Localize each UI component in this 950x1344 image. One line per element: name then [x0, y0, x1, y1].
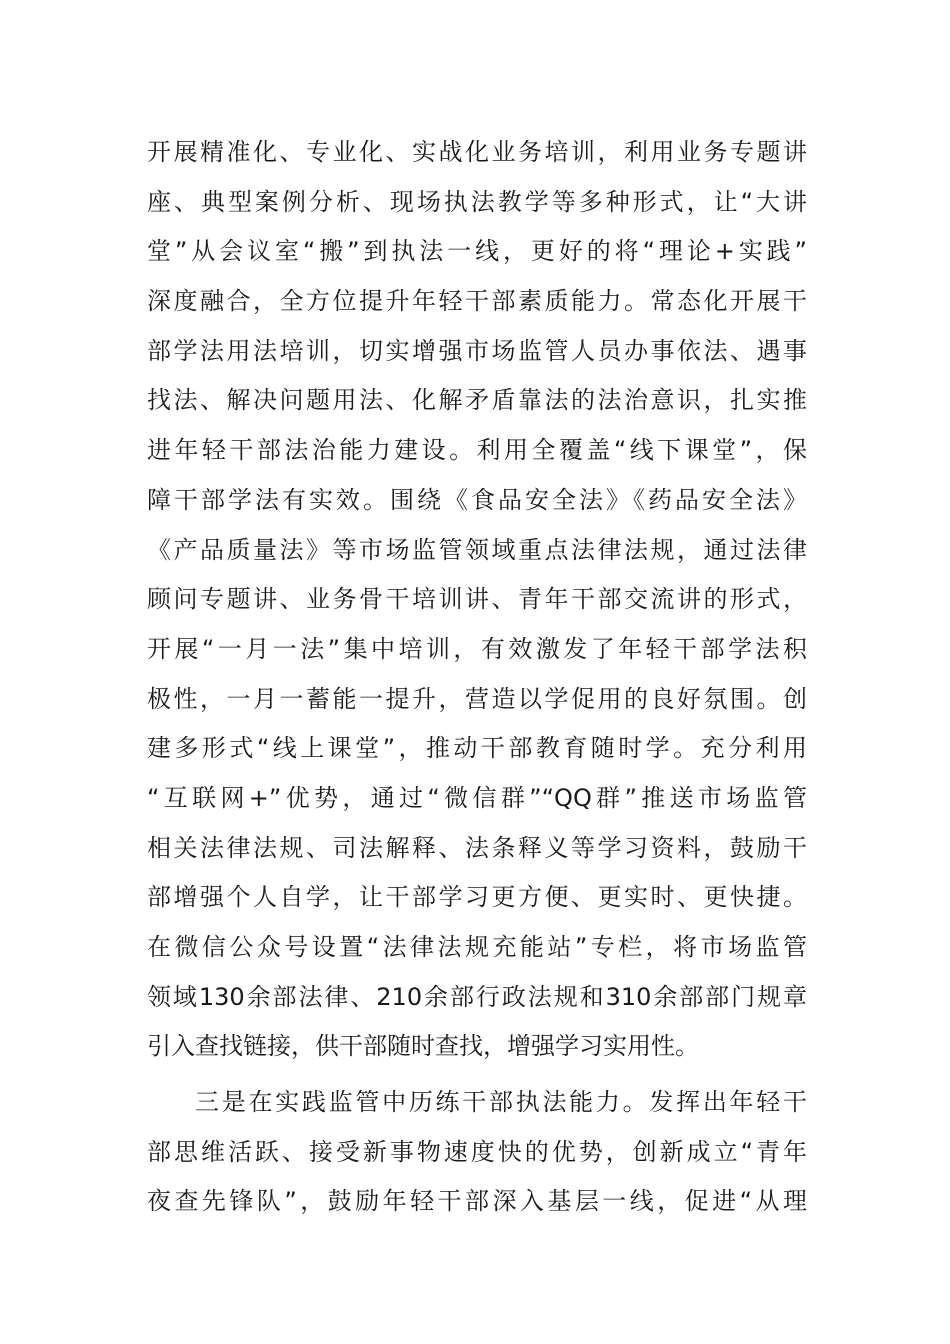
text-line: 深度融合，全方位提升年轻干部素质能力。常态化开展干 — [147, 287, 807, 316]
document-body — [147, 128, 807, 1227]
text-line: 障干部学法有实效。围绕《食品安全法》《药品安全法》 — [147, 485, 807, 514]
text-line: 在微信公众号设置“法律法规充能站”专栏，将市场监管 — [147, 933, 807, 961]
text-line: 开展精准化、专业化、实战化业务培训，利用业务专题讲 — [147, 138, 807, 166]
text-line: 极性，一月一蓄能一提升，营造以学促用的良好氛围。创 — [147, 684, 807, 713]
text-line: 建多形式“线上课堂”，推动干部教育随时学。充分利用 — [147, 734, 807, 763]
text-line: 顾问专题讲、业务骨干培训讲、青年干部交流讲的形式， — [147, 585, 807, 614]
text-line: 进年轻干部法治能力建设。利用全覆盖“线下课堂”，保 — [147, 436, 807, 465]
text-line: “互联网+”优势，通过“微信群”“QQ群”推送市场监管 — [147, 783, 807, 812]
text-line: 夜查先锋队”，鼓励年轻干部深入基层一线，促进“从理 — [147, 1187, 807, 1216]
paragraph-2 — [147, 1078, 807, 1227]
text-line: 领域130余部法律、210余部行政法规和310余部部门规章 — [147, 982, 807, 1011]
text-line: 部思维活跃、接受新事物速度快的优势，创新成立“青年 — [147, 1137, 807, 1166]
text-line: 相关法律法规、司法解释、法条释义等学习资料，鼓励干 — [147, 833, 807, 862]
text-line: 《产品质量法》等市场监管领域重点法律法规，通过法律 — [147, 535, 807, 564]
text-line: 三是在实践监管中历练干部执法能力。发挥出年轻干 — [195, 1088, 807, 1117]
text-line: 堂”从会议室“搬”到执法一线，更好的将“理论+实践” — [147, 237, 807, 266]
text-line: 找法、解决问题用法、化解矛盾靠法的法治意识，扎实推 — [147, 386, 807, 415]
text-line: 座、典型案例分析、现场执法教学等多种形式，让“大讲 — [147, 187, 807, 216]
text-line: 部增强个人自学，让干部学习更方便、更实时、更快捷。 — [147, 883, 807, 912]
text-line: 部学法用法培训，切实增强市场监管人员办事依法、遇事 — [147, 336, 807, 365]
text-line: 开展“一月一法”集中培训，有效激发了年轻干部学法积 — [147, 634, 807, 663]
text-line: 引入查找链接，供干部随时查找，增强学习实用性。 — [147, 1032, 699, 1061]
paragraph-1 — [147, 128, 807, 1072]
